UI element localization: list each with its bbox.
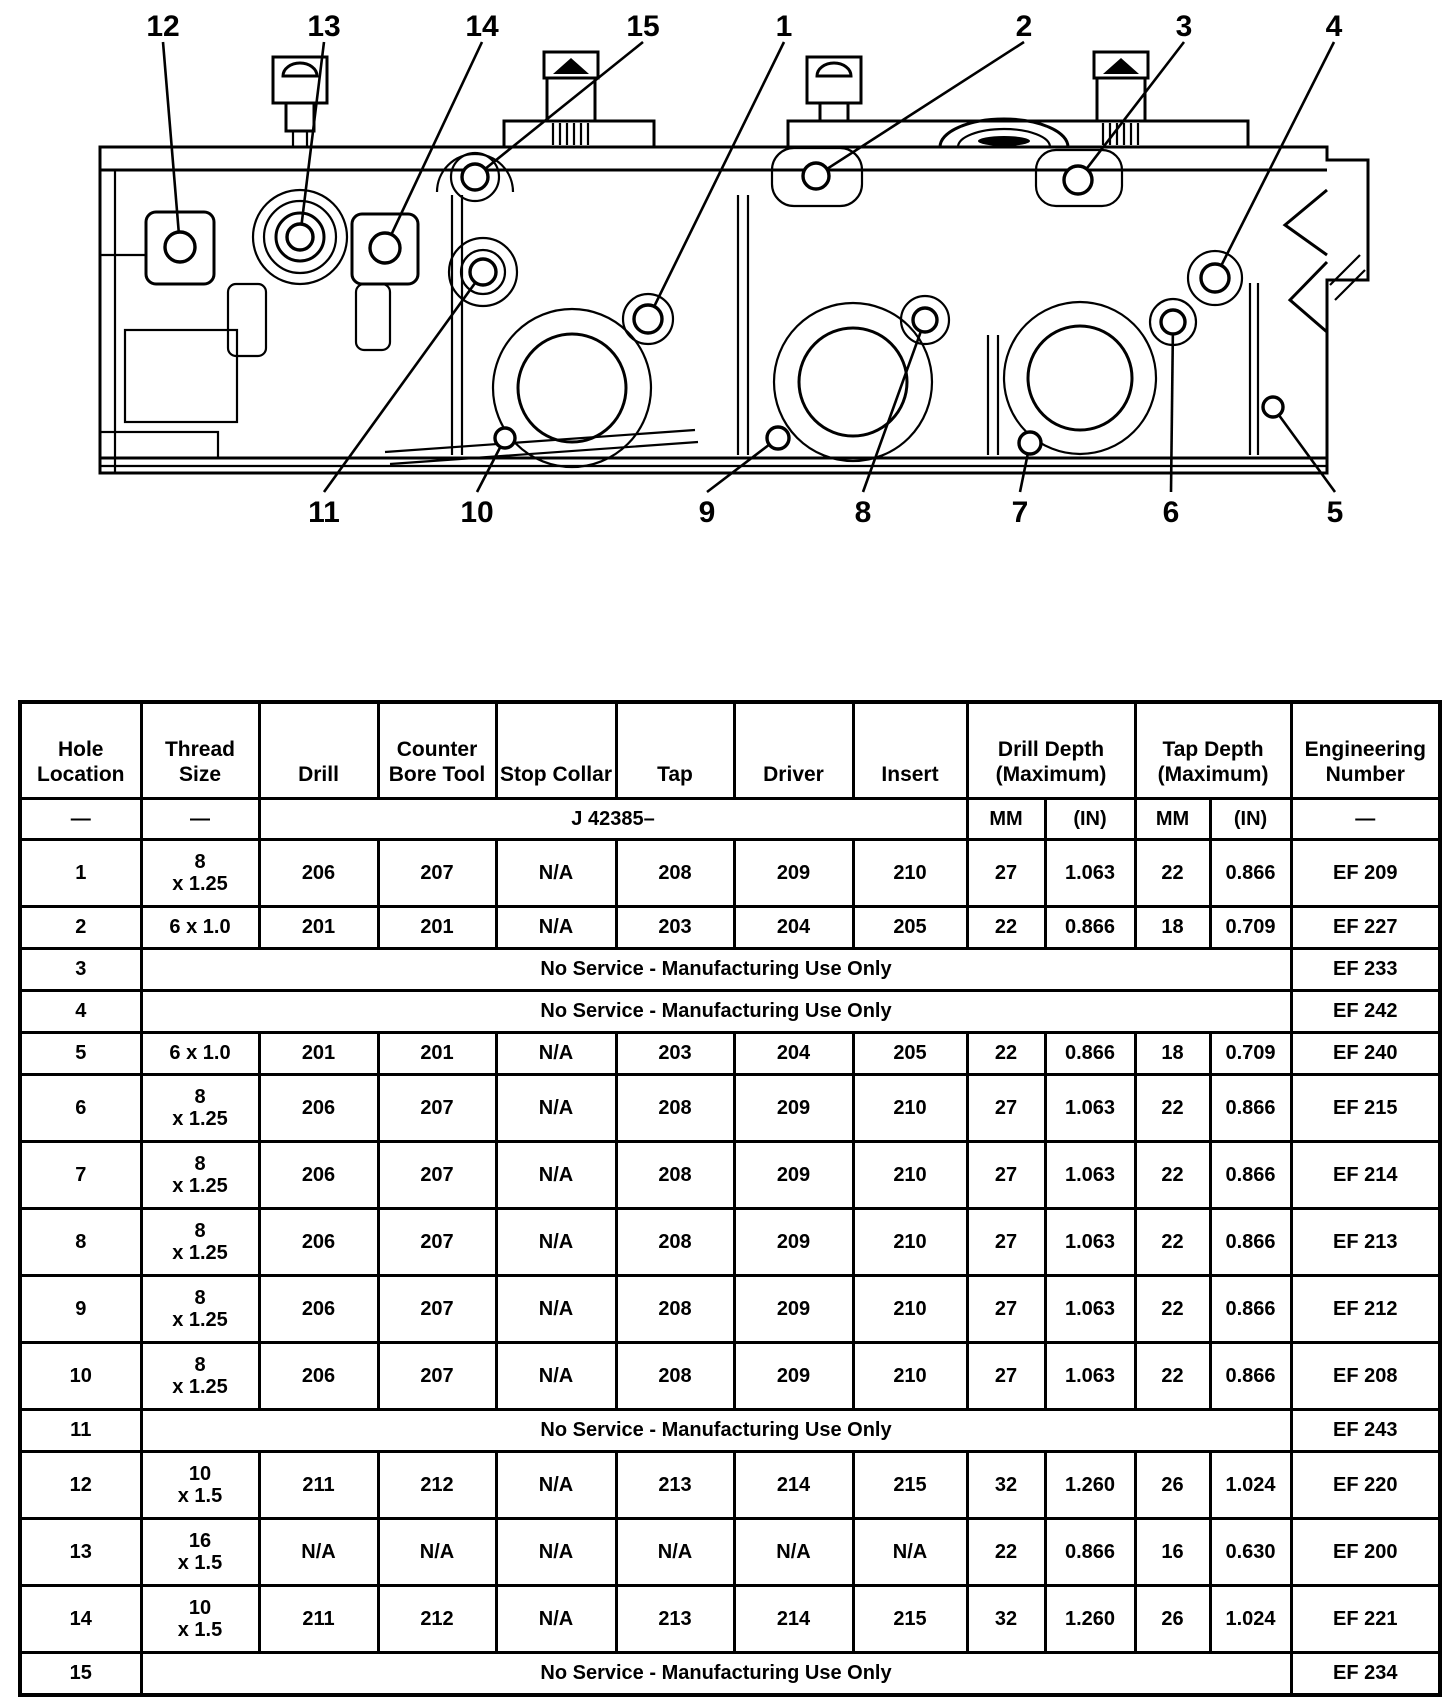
stop-collar-cell: N/A [496, 840, 616, 907]
callout-6-leader [1171, 335, 1173, 492]
insert-cell: 205 [853, 907, 967, 949]
driver-cell: 209 [734, 1343, 853, 1410]
tap-depth-mm-cell: 22 [1135, 1209, 1210, 1276]
drill-depth-in-cell: 1.260 [1045, 1586, 1135, 1653]
thread-size-line: 8 [194, 850, 206, 873]
spec-row-9 [20, 1276, 1440, 1343]
cylinder-head-casting [100, 52, 1368, 473]
thread-size-line: 10 [188, 1462, 212, 1485]
drill-depth-mm-cell: 22 [967, 907, 1045, 949]
thread-size-cell [141, 840, 259, 907]
engineering-number-cell: EF 214 [1291, 1142, 1440, 1209]
engineering-number-cell: EF 242 [1291, 991, 1440, 1033]
counter-bore-tool-cell: 212 [378, 1452, 496, 1519]
drill-cell: 206 [259, 840, 378, 907]
insert-cell: 215 [853, 1452, 967, 1519]
thread-size-cell [141, 907, 259, 949]
spec-row-2 [20, 907, 1440, 949]
thread-size-line: 16 [188, 1529, 212, 1552]
tap-cell: 203 [616, 1033, 734, 1075]
callout-3-leader [1087, 42, 1184, 168]
engineering-number-cell: EF 215 [1291, 1075, 1440, 1142]
engineering-number-cell: EF 200 [1291, 1519, 1440, 1586]
callout-10-leader [477, 448, 500, 492]
hole-location-cell: 1 [20, 840, 141, 907]
hole-location-cell: 5 [20, 1033, 141, 1075]
callout-2-number: 2 [1015, 10, 1033, 43]
hole-10 [495, 428, 515, 448]
counter-bore-tool-cell: 212 [378, 1586, 496, 1653]
col-header-drill-depth: Drill Depth (Maximum) [967, 702, 1135, 799]
spec-row-12 [20, 1452, 1440, 1519]
drill-depth-in-cell: 1.063 [1045, 1142, 1135, 1209]
head-bolt-a [273, 57, 327, 147]
engineering-number-cell: EF 227 [1291, 907, 1440, 949]
spec-row-15 [20, 1653, 1440, 1696]
callout-3-number: 3 [1175, 10, 1193, 43]
counter-bore-tool-cell: 201 [378, 1033, 496, 1075]
drill-depth-in-cell: 0.866 [1045, 1519, 1135, 1586]
hole-location-cell: 2 [20, 907, 141, 949]
thread-size-line: 6 x 1.0 [169, 1042, 231, 1065]
units-row [20, 799, 1440, 840]
units-hole: — [20, 799, 141, 840]
callout-8-number: 8 [854, 496, 872, 529]
intake-port-2 [774, 303, 932, 461]
thread-size-line: 8 [194, 1085, 206, 1108]
drill-depth-in-cell: 1.063 [1045, 1276, 1135, 1343]
engineering-number-cell: EF 221 [1291, 1586, 1440, 1653]
col-header-thread-size: Thread Size [141, 702, 259, 799]
tap-cell: 213 [616, 1452, 734, 1519]
drill-depth-mm-cell: 27 [967, 1209, 1045, 1276]
thread-size-line: 8 [194, 1152, 206, 1175]
no-service-cell: No Service - Manufacturing Use Only [141, 991, 1291, 1033]
spec-row-1 [20, 840, 1440, 907]
thread-size-cell [141, 1519, 259, 1586]
tap-depth-mm-cell: 16 [1135, 1519, 1210, 1586]
counter-bore-tool-cell: 207 [378, 840, 496, 907]
units-thread: — [141, 799, 259, 840]
tap-depth-mm-cell: 22 [1135, 840, 1210, 907]
hole-location-cell: 12 [20, 1452, 141, 1519]
callout-13-number: 13 [307, 10, 341, 43]
thread-size-line: 6 x 1.0 [169, 916, 231, 939]
callout-4-leader [1222, 42, 1334, 265]
hole-location-cell: 13 [20, 1519, 141, 1586]
cylinder-head-diagram [0, 0, 1456, 545]
tap-depth-in-cell: 0.709 [1210, 1033, 1291, 1075]
drill-depth-mm-cell: 32 [967, 1452, 1045, 1519]
driver-cell: 214 [734, 1586, 853, 1653]
callout-14-number: 14 [465, 10, 499, 43]
callout-15-leader [486, 42, 643, 168]
stop-collar-cell: N/A [496, 1075, 616, 1142]
hole-location-cell: 10 [20, 1343, 141, 1410]
hole-13 [287, 224, 313, 250]
callout-11-number: 11 [308, 496, 340, 529]
no-service-cell: No Service - Manufacturing Use Only [141, 949, 1291, 991]
thread-size-cell [141, 1343, 259, 1410]
drill-cell: N/A [259, 1519, 378, 1586]
insert-cell: N/A [853, 1519, 967, 1586]
spec-row-6 [20, 1075, 1440, 1142]
driver-cell: 209 [734, 1276, 853, 1343]
driver-cell: 209 [734, 840, 853, 907]
counter-bore-tool-cell: N/A [378, 1519, 496, 1586]
stop-collar-cell: N/A [496, 1209, 616, 1276]
hole-location-cell: 15 [20, 1653, 141, 1696]
engineering-number-cell: EF 240 [1291, 1033, 1440, 1075]
tap-depth-in-cell: 1.024 [1210, 1586, 1291, 1653]
hole-6 [1161, 310, 1185, 334]
tap-depth-in-cell: 0.866 [1210, 1209, 1291, 1276]
thread-size-line: x 1.25 [172, 1175, 228, 1197]
units-tap-in: (IN) [1210, 799, 1291, 840]
col-header-stop-collar: Stop Collar [496, 702, 616, 799]
no-service-cell: No Service - Manufacturing Use Only [141, 1653, 1291, 1696]
head-bolt-c [807, 57, 861, 121]
col-header-tap-depth: Tap Depth (Maximum) [1135, 702, 1291, 799]
hole-location-cell: 3 [20, 949, 141, 991]
hole-2 [803, 163, 829, 189]
spec-row-10 [20, 1343, 1440, 1410]
stop-collar-cell: N/A [496, 1343, 616, 1410]
col-header-engineering-number: Engineering Number [1291, 702, 1440, 799]
thread-size-line: 8 [194, 1353, 206, 1376]
engineering-number-cell: EF 234 [1291, 1653, 1440, 1696]
tap-depth-in-cell: 0.866 [1210, 1142, 1291, 1209]
counter-bore-tool-cell: 207 [378, 1142, 496, 1209]
tap-cell: 203 [616, 907, 734, 949]
driver-cell: 209 [734, 1075, 853, 1142]
tap-cell: N/A [616, 1519, 734, 1586]
stop-collar-cell: N/A [496, 907, 616, 949]
driver-cell: N/A [734, 1519, 853, 1586]
thread-size-cell [141, 1142, 259, 1209]
drill-depth-mm-cell: 27 [967, 1276, 1045, 1343]
tap-depth-in-cell: 0.630 [1210, 1519, 1291, 1586]
tap-depth-in-cell: 0.866 [1210, 840, 1291, 907]
tap-cell: 208 [616, 1276, 734, 1343]
hole-location-cell: 4 [20, 991, 141, 1033]
hole-8 [913, 308, 937, 332]
counter-bore-tool-cell: 207 [378, 1276, 496, 1343]
stop-collar-cell: N/A [496, 1586, 616, 1653]
spec-row-14 [20, 1586, 1440, 1653]
drill-depth-in-cell: 1.260 [1045, 1452, 1135, 1519]
hole-1 [634, 305, 662, 333]
spec-row-4 [20, 991, 1440, 1033]
tap-depth-mm-cell: 18 [1135, 907, 1210, 949]
driver-cell: 204 [734, 1033, 853, 1075]
tap-depth-mm-cell: 22 [1135, 1075, 1210, 1142]
drill-cell: 206 [259, 1343, 378, 1410]
tap-depth-mm-cell: 22 [1135, 1276, 1210, 1343]
engineering-number-cell: EF 220 [1291, 1452, 1440, 1519]
drill-depth-in-cell: 0.866 [1045, 1033, 1135, 1075]
hole-11 [470, 259, 496, 285]
thread-size-line: x 1.25 [172, 1108, 228, 1130]
driver-cell: 209 [734, 1209, 853, 1276]
spec-row-11 [20, 1410, 1440, 1452]
hole-location-cell: 7 [20, 1142, 141, 1209]
thread-size-line: x 1.25 [172, 873, 228, 895]
engineering-number-cell: EF 212 [1291, 1276, 1440, 1343]
tap-depth-mm-cell: 26 [1135, 1452, 1210, 1519]
units-eng: — [1291, 799, 1440, 840]
counter-bore-tool-cell: 207 [378, 1209, 496, 1276]
tap-cell: 208 [616, 1209, 734, 1276]
drill-cell: 211 [259, 1586, 378, 1653]
drill-cell: 201 [259, 1033, 378, 1075]
drill-depth-mm-cell: 27 [967, 1343, 1045, 1410]
hole-4 [1201, 264, 1229, 292]
col-header-tap: Tap [616, 702, 734, 799]
drill-cell: 206 [259, 1075, 378, 1142]
counter-bore-tool-cell: 207 [378, 1343, 496, 1410]
driver-cell: 209 [734, 1142, 853, 1209]
stop-collar-cell: N/A [496, 1276, 616, 1343]
engineering-number-cell: EF 208 [1291, 1343, 1440, 1410]
callout-7-number: 7 [1011, 496, 1029, 529]
spec-row-7 [20, 1142, 1440, 1209]
tap-cell: 213 [616, 1586, 734, 1653]
hole-15 [462, 164, 488, 190]
tap-depth-mm-cell: 22 [1135, 1343, 1210, 1410]
insert-cell: 210 [853, 840, 967, 907]
units-drill-mm: MM [967, 799, 1045, 840]
callout-6-number: 6 [1162, 496, 1180, 529]
spec-row-8 [20, 1209, 1440, 1276]
hole-location-cell: 14 [20, 1586, 141, 1653]
engineering-number-cell: EF 243 [1291, 1410, 1440, 1452]
thread-size-cell [141, 1209, 259, 1276]
drill-depth-mm-cell: 27 [967, 1142, 1045, 1209]
tap-cell: 208 [616, 1075, 734, 1142]
drill-cell: 201 [259, 907, 378, 949]
engineering-number-cell: EF 209 [1291, 840, 1440, 907]
hole-9 [767, 427, 789, 449]
hole-location-cell: 9 [20, 1276, 141, 1343]
thread-size-line: x 1.25 [172, 1242, 228, 1264]
insert-cell: 210 [853, 1142, 967, 1209]
callout-8-leader [863, 332, 921, 492]
stop-collar-cell: N/A [496, 1142, 616, 1209]
header-row [20, 702, 1440, 799]
thread-repair-spec-table [18, 700, 1442, 1697]
no-service-cell: No Service - Manufacturing Use Only [141, 1410, 1291, 1452]
tap-depth-in-cell: 1.024 [1210, 1452, 1291, 1519]
driver-cell: 204 [734, 907, 853, 949]
drill-depth-in-cell: 1.063 [1045, 1343, 1135, 1410]
callout-9-number: 9 [698, 496, 716, 529]
spec-row-13 [20, 1519, 1440, 1586]
drill-cell: 206 [259, 1276, 378, 1343]
stop-collar-cell: N/A [496, 1033, 616, 1075]
insert-cell: 215 [853, 1586, 967, 1653]
drill-depth-mm-cell: 22 [967, 1519, 1045, 1586]
callout-12-number: 12 [146, 10, 180, 43]
thread-size-cell [141, 1075, 259, 1142]
hole-5 [1263, 397, 1283, 417]
drill-depth-mm-cell: 22 [967, 1033, 1045, 1075]
callout-1-leader [655, 42, 784, 306]
units-drill-in: (IN) [1045, 799, 1135, 840]
engineering-number-cell: EF 213 [1291, 1209, 1440, 1276]
drill-depth-in-cell: 1.063 [1045, 1075, 1135, 1142]
tap-depth-mm-cell: 26 [1135, 1586, 1210, 1653]
hole-14 [370, 233, 400, 263]
callout-2-leader [828, 42, 1024, 168]
engineering-number-cell: EF 233 [1291, 949, 1440, 991]
thread-size-cell [141, 1033, 259, 1075]
hole-7 [1019, 432, 1041, 454]
drill-depth-in-cell: 1.063 [1045, 1209, 1135, 1276]
counter-bore-tool-cell: 207 [378, 1075, 496, 1142]
thread-size-line: x 1.5 [177, 1552, 223, 1574]
callout-10-number: 10 [460, 496, 494, 529]
tool-set-cell: J 42385– [259, 799, 967, 840]
col-header-counter-bore-tool: Counter Bore Tool [378, 702, 496, 799]
col-header-driver: Driver [734, 702, 853, 799]
callout-1-number: 1 [775, 10, 793, 43]
callout-5-number: 5 [1326, 496, 1344, 529]
insert-cell: 210 [853, 1209, 967, 1276]
drill-depth-in-cell: 0.866 [1045, 907, 1135, 949]
tap-cell: 208 [616, 840, 734, 907]
tap-depth-in-cell: 0.866 [1210, 1075, 1291, 1142]
hole-location-cell: 11 [20, 1410, 141, 1452]
thread-size-line: x 1.25 [172, 1376, 228, 1398]
drill-cell: 211 [259, 1452, 378, 1519]
drill-cell: 206 [259, 1209, 378, 1276]
insert-cell: 210 [853, 1343, 967, 1410]
stop-collar-cell: N/A [496, 1452, 616, 1519]
tap-depth-mm-cell: 22 [1135, 1142, 1210, 1209]
hole-location-cell: 6 [20, 1075, 141, 1142]
drill-cell: 206 [259, 1142, 378, 1209]
thread-size-line: 8 [194, 1219, 206, 1242]
stop-collar-cell: N/A [496, 1519, 616, 1586]
tap-depth-in-cell: 0.866 [1210, 1276, 1291, 1343]
drill-depth-mm-cell: 27 [967, 1075, 1045, 1142]
hole-12 [165, 232, 195, 262]
callout-12-leader [163, 42, 179, 231]
units-tap-mm: MM [1135, 799, 1210, 840]
thread-size-line: x 1.25 [172, 1309, 228, 1331]
thread-size-cell [141, 1586, 259, 1653]
insert-cell: 210 [853, 1276, 967, 1343]
thread-size-line: 8 [194, 1286, 206, 1309]
drill-depth-in-cell: 1.063 [1045, 840, 1135, 907]
thread-size-line: x 1.5 [177, 1485, 223, 1507]
tap-depth-mm-cell: 18 [1135, 1033, 1210, 1075]
callout-15-number: 15 [626, 10, 660, 43]
driver-cell: 214 [734, 1452, 853, 1519]
tap-cell: 208 [616, 1343, 734, 1410]
thread-size-line: 10 [188, 1596, 212, 1619]
insert-cell: 210 [853, 1075, 967, 1142]
drill-depth-mm-cell: 27 [967, 840, 1045, 907]
spec-row-3 [20, 949, 1440, 991]
drill-depth-mm-cell: 32 [967, 1586, 1045, 1653]
insert-cell: 205 [853, 1033, 967, 1075]
thread-size-cell [141, 1452, 259, 1519]
hole-3 [1064, 166, 1092, 194]
col-header-insert: Insert [853, 702, 967, 799]
tap-cell: 208 [616, 1142, 734, 1209]
cam-tower-b [504, 52, 654, 147]
callout-14-leader [392, 42, 482, 234]
spec-row-5 [20, 1033, 1440, 1075]
callout-4-number: 4 [1325, 10, 1343, 43]
col-header-hole-location: Hole Location [20, 702, 141, 799]
col-header-drill: Drill [259, 702, 378, 799]
counter-bore-tool-cell: 201 [378, 907, 496, 949]
thread-size-line: x 1.5 [177, 1619, 223, 1641]
tap-depth-in-cell: 0.709 [1210, 907, 1291, 949]
hole-location-cell: 8 [20, 1209, 141, 1276]
tap-depth-in-cell: 0.866 [1210, 1343, 1291, 1410]
thread-size-cell [141, 1276, 259, 1343]
